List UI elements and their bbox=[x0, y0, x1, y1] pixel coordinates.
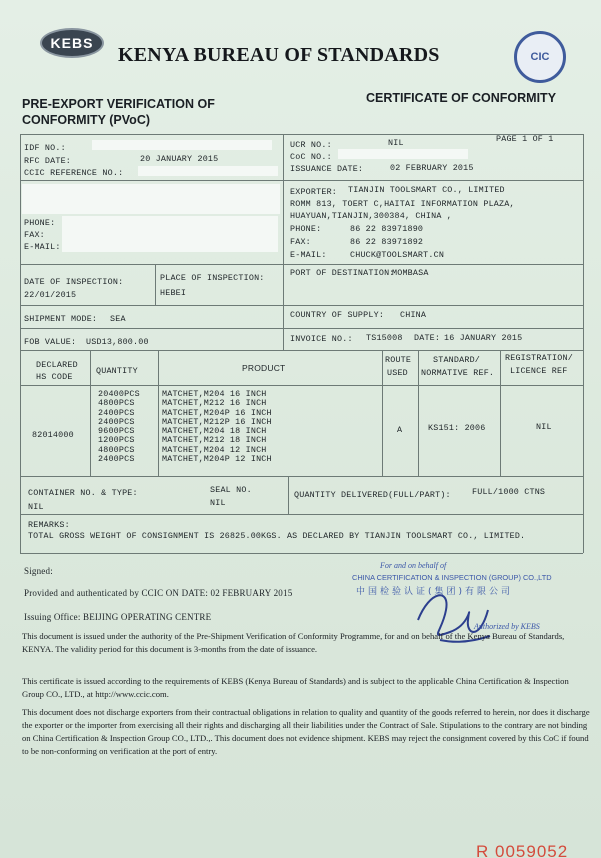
serial-number: R 0059052 bbox=[476, 842, 569, 858]
invoice-date-label: DATE: bbox=[414, 333, 441, 343]
port-value: MOMBASA bbox=[392, 268, 429, 278]
quantity-row: 4800PCS bbox=[98, 398, 135, 409]
product-row: MATCHET,M204 16 INCH bbox=[162, 389, 267, 399]
ccic-ref-label: CCIC REFERENCE NO.: bbox=[24, 168, 124, 178]
shipment-mode: SEA bbox=[110, 314, 126, 324]
coc-title: CERTIFICATE OF CONFORMITY bbox=[366, 91, 557, 105]
pvoc-title: PRE-EXPORT VERIFICATION OF CONFORMITY (PVoC) bbox=[22, 97, 215, 127]
quantity-row: 1200PCS bbox=[98, 435, 135, 446]
stamp-for-on-behalf: For and on behalf of bbox=[380, 561, 447, 570]
ucr-label: UCR NO.: bbox=[290, 140, 332, 150]
org-name: KENYA BUREAU OF STANDARDS bbox=[118, 44, 440, 66]
exporter-email-label: E-MAIL: bbox=[290, 250, 327, 260]
inspection-date: 22/01/2015 bbox=[24, 290, 77, 300]
kebs-logo: KEBS bbox=[40, 28, 104, 58]
exporter-fax-label: FAX: bbox=[290, 237, 311, 247]
port-label: PORT OF DESTINATION: bbox=[290, 268, 395, 278]
invoice-label: INVOICE NO.: bbox=[290, 334, 353, 344]
inspection-date-label: DATE OF INSPECTION: bbox=[24, 277, 124, 287]
invoice-date: 16 JANUARY 2015 bbox=[444, 333, 523, 343]
exporter-address-1: ROMM 813, TOERT C,HAITAI INFORMATION PLAZA, bbox=[290, 199, 515, 209]
provided-line: Provided and authenticated by CCIC ON DATE: 02 FEBRUARY 2015 bbox=[24, 588, 293, 598]
issuance-value: 02 FEBRUARY 2015 bbox=[390, 163, 474, 173]
invoice-value: TS15008 bbox=[366, 333, 403, 343]
product-list bbox=[162, 390, 272, 464]
idf-label: IDF NO.: bbox=[24, 143, 66, 153]
inspection-place-label: PLACE OF INSPECTION: bbox=[160, 273, 265, 283]
remarks-text: TOTAL GROSS WEIGHT OF CONSIGNMENT IS 26825.00KGS. AS DECLARED BY TIANJIN TOOLSMART CO., LIMITED. bbox=[28, 532, 526, 541]
page-number: PAGE 1 OF 1 bbox=[496, 134, 554, 144]
standard-header-1: STANDARD/ bbox=[433, 355, 481, 365]
registration-header-2: LICENCE REF bbox=[510, 366, 568, 376]
seal-label: SEAL NO. bbox=[210, 485, 252, 495]
product-row: MATCHET,M204P 12 INCH bbox=[162, 454, 272, 465]
country-value: CHINA bbox=[400, 310, 427, 320]
registration-value: NIL bbox=[536, 422, 552, 432]
signed-label: Signed: bbox=[24, 566, 53, 576]
hs-header-2: HS CODE bbox=[36, 372, 73, 382]
quantity-row: 20400PCS bbox=[98, 389, 140, 399]
product-row: MATCHET,M204 12 INCH bbox=[162, 444, 267, 455]
qty-delivered-value: FULL/1000 CTNS bbox=[472, 487, 546, 497]
importer-email-label: E-MAIL: bbox=[24, 242, 61, 252]
exporter-email: CHUCK@TOOLSMART.CN bbox=[350, 250, 445, 260]
container-value: NIL bbox=[28, 502, 44, 512]
standard-value: KS151: 2006 bbox=[428, 423, 486, 433]
quantity-row: 4800PCS bbox=[98, 444, 135, 455]
product-row: MATCHET,M212P 16 INCH bbox=[162, 416, 272, 427]
exporter-fax: 86 22 83971892 bbox=[350, 237, 424, 247]
product-row: MATCHET,M212 16 INCH bbox=[162, 398, 267, 409]
quantity-row: 2400PCS bbox=[98, 407, 135, 418]
cic-logo: CIC bbox=[514, 31, 566, 83]
stamp-chinese: 中国检验认证(集团)有限公司 bbox=[356, 587, 514, 597]
importer-fax-label: FAX: bbox=[24, 230, 45, 240]
requirements-paragraph: This certificate is issued according to the requirements of KEBS (Kenya Bureau of Standards) and is subject to the applicable China Certification & Inspection Group CO., LTD., at http://www.ccic.com. bbox=[22, 676, 569, 699]
stamp-company: CHINA CERTIFICATION & INSPECTION (GROUP) CO.,LTD bbox=[352, 573, 552, 582]
product-header: PRODUCT bbox=[242, 363, 286, 373]
fob-value: USD13,800.00 bbox=[86, 337, 149, 347]
rfc-value: 20 JANUARY 2015 bbox=[140, 154, 219, 164]
product-row: MATCHET,M204 18 INCH bbox=[162, 426, 267, 437]
qty-delivered-label: QUANTITY DELIVERED(FULL/PART): bbox=[294, 490, 451, 500]
product-row: MATCHET,M204P 16 INCH bbox=[162, 407, 272, 418]
route-value: A bbox=[397, 425, 403, 435]
quantity-row: 2400PCS bbox=[98, 454, 135, 465]
authority-paragraph: This document is issued under the authority of the Pre-Shipment Verification of Conformity Programme, for and on behalf of the Kenya Bureau of Standards, KENYA. The validity period for this document is 3-months from the date of issuance. bbox=[22, 631, 565, 654]
fob-label: FOB VALUE: bbox=[24, 337, 77, 347]
issuance-label: ISSUANCE DATE: bbox=[290, 164, 364, 174]
container-label: CONTAINER NO. & TYPE: bbox=[28, 488, 138, 498]
exporter-name: TIANJIN TOOLSMART CO., LIMITED bbox=[348, 185, 505, 195]
inspection-place: HEBEI bbox=[160, 288, 187, 298]
country-label: COUNTRY OF SUPPLY: bbox=[290, 310, 385, 320]
exporter-address-2: HUAYUAN,TIANJIN,300384, CHINA , bbox=[290, 211, 453, 221]
coc-label: CoC NO.: bbox=[290, 152, 332, 162]
standard-header-2: NORMATIVE REF. bbox=[421, 368, 495, 378]
hs-header-1: DECLARED bbox=[36, 360, 78, 370]
exporter-phone: 86 22 83971890 bbox=[350, 224, 424, 234]
hs-code: 82014000 bbox=[32, 430, 74, 440]
exporter-label: EXPORTER: bbox=[290, 187, 338, 197]
quantity-header: QUANTITY bbox=[96, 366, 138, 376]
ucr-value: NIL bbox=[388, 138, 404, 148]
remarks-label: REMARKS: bbox=[28, 520, 70, 530]
shipment-mode-label: SHIPMENT MODE: bbox=[24, 314, 98, 324]
quantity-row: 9600PCS bbox=[98, 426, 135, 437]
seal-value: NIL bbox=[210, 498, 226, 508]
quantity-row: 2400PCS bbox=[98, 416, 135, 427]
importer-phone-label: PHONE: bbox=[24, 218, 56, 228]
product-row: MATCHET,M212 18 INCH bbox=[162, 435, 267, 446]
exporter-phone-label: PHONE: bbox=[290, 224, 322, 234]
route-header-1: ROUTE bbox=[385, 355, 412, 365]
discharge-paragraph: This document does not discharge exporters from their contractual obligations in relation to quality and quantity of the goods referred to herein, nor does it discharge the exporter or the importer from exercising all their rights and discharging all their liabilities under the Contract of Sale. Stipulations to the contrary are not binding on China Certification & Inspection Group CO., LTD.,. This document does not evidence shipment. KEBS may reject the consignment covered by this CoC if found to be non-conforming on verification at the port of entry. bbox=[22, 707, 590, 756]
issuing-office: Issuing Office: BEIJING OPERATING CENTRE bbox=[24, 612, 212, 622]
rfc-label: RFC DATE: bbox=[24, 156, 72, 166]
quantity-list bbox=[98, 390, 140, 464]
stamp-authorized: Authorized by KEBS bbox=[474, 622, 540, 631]
route-header-2: USED bbox=[387, 368, 408, 378]
registration-header-1: REGISTRATION/ bbox=[505, 353, 573, 363]
